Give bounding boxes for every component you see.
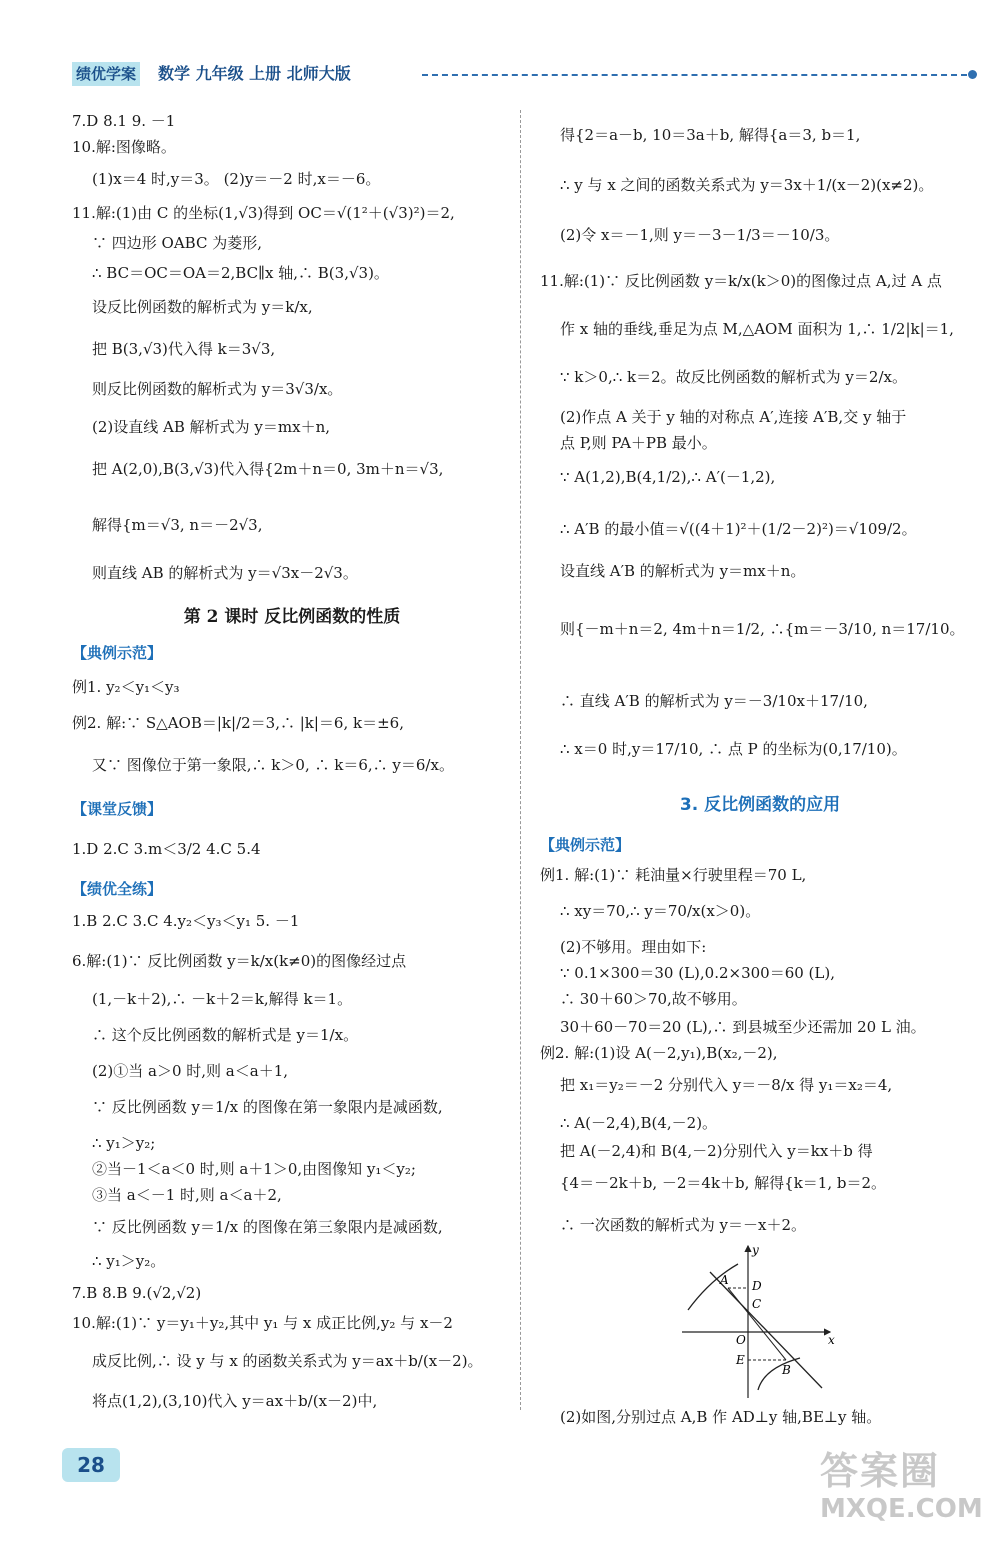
- answer-line: ∴ x＝0 时,y＝17/10, ∴ 点 P 的坐标为(0,17/10)。: [560, 740, 907, 758]
- section-tag: 【典例示范】: [540, 836, 631, 854]
- section-title: 3. 反比例函数的应用: [679, 795, 841, 815]
- answer-line: 1.D 2.C 3.m＜3/2 4.C 5.4: [72, 840, 261, 858]
- label-c: C: [752, 1297, 762, 1311]
- answer-line: ②当－1＜a＜0 时,则 a＋1＞0,由图像知 y₁＜y₂;: [92, 1160, 416, 1178]
- answer-line: 7.D 8.1 9. －1: [72, 112, 176, 130]
- answer-line: (2)①当 a＞0 时,则 a＜a＋1,: [92, 1062, 289, 1080]
- section-tag: 【典例示范】: [72, 644, 163, 662]
- answer-line: 又∵ 图像位于第一象限,∴ k＞0, ∴ k＝6,∴ y＝6/x。: [92, 756, 454, 774]
- answer-line: (2)设直线 AB 解析式为 y＝mx＋n,: [92, 418, 330, 436]
- hyperbola-branch-2: [688, 1264, 738, 1310]
- answer-line: ∴ xy＝70,∴ y＝70/x(x＞0)。: [560, 902, 761, 920]
- answer-line: 设直线 A′B 的解析式为 y＝mx＋n。: [560, 562, 806, 580]
- answer-line: (2)作点 A 关于 y 轴的对称点 A′,连接 A′B,交 y 轴于: [560, 408, 907, 426]
- function-graph: [680, 1240, 840, 1400]
- answer-line: 例2. 解:∵ S△AOB＝|k|/2＝3,∴ |k|＝6, k＝±6,: [72, 714, 404, 732]
- answer-line: ∴ y₁＞y₂。: [92, 1252, 166, 1270]
- answer-line: (1,－k＋2),∴ －k＋2＝k,解得 k＝1。: [92, 990, 353, 1008]
- answer-line: 则直线 AB 的解析式为 y＝√3x－2√3。: [92, 564, 358, 582]
- page-header: [72, 62, 977, 88]
- answer-line: (2)不够用。理由如下:: [560, 938, 707, 956]
- answer-line: 例1. 解:(1)∵ 耗油量×行驶里程＝70 L,: [540, 866, 807, 884]
- book-info: 数学 九年级 上册 北师大版: [158, 64, 351, 83]
- answer-line: ∵ k＞0,∴ k＝2。故反比例函数的解析式为 y＝2/x。: [560, 368, 907, 386]
- answer-line: ∵ 反比例函数 y＝1/x 的图像在第一象限内是减函数,: [92, 1098, 443, 1116]
- line-ab: [710, 1272, 822, 1388]
- answer-line: ∴ A(－2,4),B(4,－2)。: [560, 1114, 718, 1132]
- label-a: A: [720, 1273, 729, 1287]
- hyperbola-branch-4: [758, 1358, 800, 1390]
- section-tag: 【课堂反馈】: [72, 800, 163, 818]
- answer-line: {4＝－2k＋b, －2＝4k＋b, 解得{k＝1, b＝2。: [560, 1174, 887, 1192]
- answer-line: ∵ 反比例函数 y＝1/x 的图像在第三象限内是减函数,: [92, 1218, 443, 1236]
- answer-line: ∴ A′B 的最小值＝√((4＋1)²＋(1/2－2)²)＝√109/2。: [560, 520, 917, 538]
- label-d: D: [752, 1279, 762, 1293]
- answer-line: ∴ 这个反比例函数的解析式是 y＝1/x。: [92, 1026, 359, 1044]
- label-x: x: [828, 1333, 835, 1347]
- label-b: B: [782, 1363, 791, 1377]
- answer-line: (2)令 x＝－1,则 y＝－3－1/3＝－10/3。: [560, 226, 840, 244]
- answer-line: (1)x＝4 时,y＝3。 (2)y＝－2 时,x＝－6。: [92, 170, 381, 188]
- answer-line: 1.B 2.C 3.C 4.y₂＜y₃＜y₁ 5. －1: [72, 912, 300, 930]
- answer-line: 11.解:(1)由 C 的坐标(1,√3)得到 OC＝√(1²＋(√3)²)＝2,: [72, 204, 455, 222]
- brand-logo: 绩优学案: [72, 62, 140, 86]
- label-y: y: [752, 1243, 759, 1257]
- header-dot-icon: [968, 70, 977, 79]
- answer-line: 11.解:(1)∵ 反比例函数 y＝k/x(k＞0)的图像过点 A,过 A 点: [540, 272, 942, 290]
- answer-line: 点 P,则 PA＋PB 最小。: [560, 434, 717, 452]
- section-tag: 【绩优全练】: [72, 880, 163, 898]
- answer-line: 10.解:(1)∵ y＝y₁＋y₂,其中 y₁ 与 x 成正比例,y₂ 与 x－2: [72, 1314, 453, 1332]
- answer-line: 10.解:图像略。: [72, 138, 176, 156]
- answer-line: ∴ 30＋60＞70,故不够用。: [560, 990, 747, 1008]
- answer-line: 成反比例,∴ 设 y 与 x 的函数关系式为 y＝ax＋b/(x－2)。: [92, 1352, 483, 1370]
- answer-line: ∴ y₁＞y₂;: [92, 1134, 156, 1152]
- answer-line: (2)如图,分别过点 A,B 作 AD⊥y 轴,BE⊥y 轴。: [560, 1408, 882, 1426]
- answer-line: 则{－m＋n＝2, 4m＋n＝1/2, ∴{m＝－3/10, n＝17/10。: [560, 620, 965, 638]
- answer-line: 作 x 轴的垂线,垂足为点 M,△AOM 面积为 1,∴ 1/2|k|＝1,: [560, 320, 954, 338]
- answer-line: 例1. y₂＜y₁＜y₃: [72, 678, 180, 696]
- label-e: E: [736, 1353, 745, 1367]
- answer-line: ∵ 0.1×300＝30 (L),0.2×300＝60 (L),: [560, 964, 835, 982]
- label-o: O: [736, 1333, 746, 1347]
- answer-line: ∴ 直线 A′B 的解析式为 y＝－3/10x＋17/10,: [560, 692, 868, 710]
- answer-line: 把 B(3,√3)代入得 k＝3√3,: [92, 340, 276, 358]
- column-divider: [520, 110, 521, 1410]
- answer-line: 把 A(－2,4)和 B(4,－2)分别代入 y＝kx＋b 得: [560, 1142, 873, 1160]
- answer-line: 则反比例函数的解析式为 y＝3√3/x。: [92, 380, 343, 398]
- answer-line: ∴ BC＝OC＝OA＝2,BC∥x 轴,∴ B(3,√3)。: [92, 264, 389, 282]
- section-title: 第 2 课时 反比例函数的性质: [183, 607, 401, 627]
- answer-line: ∴ 一次函数的解析式为 y＝－x＋2。: [560, 1216, 807, 1234]
- answer-line: ∵ A(1,2),B(4,1/2),∴ A′(－1,2),: [560, 468, 776, 486]
- answer-line: 6.解:(1)∵ 反比例函数 y＝k/x(k≠0)的图像经过点: [72, 952, 407, 970]
- watermark: [820, 1440, 990, 1530]
- page-number: 28: [62, 1448, 120, 1482]
- watermark-url: MXQE.COM: [820, 1494, 983, 1524]
- watermark-title: 答案圈: [820, 1449, 941, 1493]
- answer-line: 例2. 解:(1)设 A(－2,y₁),B(x₂,－2),: [540, 1044, 778, 1062]
- answer-line: ③当 a＜－1 时,则 a＜a＋2,: [92, 1186, 282, 1204]
- answer-line: 把 x₁＝y₂＝－2 分别代入 y＝－8/x 得 y₁＝x₂＝4,: [560, 1076, 893, 1094]
- answer-line: ∴ y 与 x 之间的函数关系式为 y＝3x＋1/(x－2)(x≠2)。: [560, 176, 934, 194]
- answer-line: 解得{m＝√3, n＝－2√3,: [92, 516, 263, 534]
- answer-line: 30＋60－70＝20 (L),∴ 到县城至少还需加 20 L 油。: [560, 1018, 926, 1036]
- answer-line: 得{2＝a－b, 10＝3a＋b, 解得{a＝3, b＝1,: [560, 126, 861, 144]
- answer-line: ∵ 四边形 OABC 为菱形,: [92, 234, 262, 252]
- header-rule: [422, 74, 967, 76]
- answer-line: 设反比例函数的解析式为 y＝k/x,: [92, 298, 313, 316]
- answer-line: 7.B 8.B 9.(√2,√2): [72, 1284, 202, 1302]
- answer-line: 把 A(2,0),B(3,√3)代入得{2m＋n＝0, 3m＋n＝√3,: [92, 460, 444, 478]
- answer-line: 将点(1,2),(3,10)代入 y＝ax＋b/(x－2)中,: [92, 1392, 378, 1410]
